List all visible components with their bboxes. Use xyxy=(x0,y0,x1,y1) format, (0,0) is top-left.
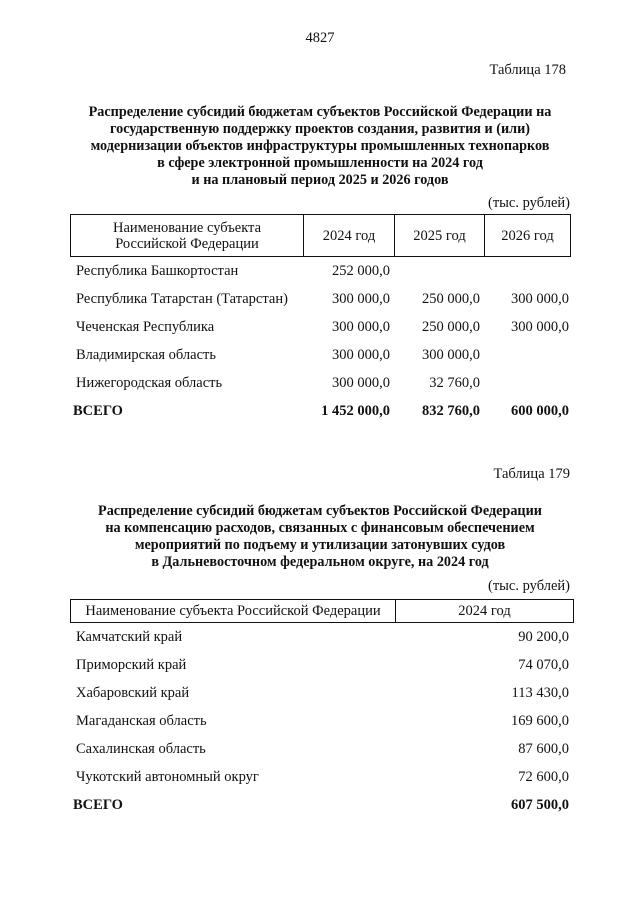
row-value-2025: 250 000,0 xyxy=(422,319,480,335)
row-value-2024: 113 430,0 xyxy=(511,685,569,701)
total-value-2025: 832 760,0 xyxy=(422,403,480,419)
table-178-title xyxy=(40,104,600,189)
row-value-2024: 300 000,0 xyxy=(332,319,390,335)
row-name: Владимирская область xyxy=(76,347,216,363)
row-name: Камчатский край xyxy=(76,629,183,645)
row-value-2025: 300 000,0 xyxy=(422,347,480,363)
table-178-header xyxy=(70,214,571,257)
row-name: Республика Башкортостан xyxy=(76,263,239,279)
title-line: и на плановый период 2025 и 2026 годов xyxy=(191,172,449,188)
header-name-cell xyxy=(71,215,303,256)
row-value-2025: 250 000,0 xyxy=(422,291,480,307)
table-row xyxy=(0,629,640,649)
header-2024: 2024 год xyxy=(303,215,394,256)
table-179-units: (тыс. рублей) xyxy=(488,578,570,594)
total-value-2026: 600 000,0 xyxy=(511,403,569,419)
title-line: мероприятий по подъему и утилизации затонувших судов xyxy=(134,537,506,553)
table-row xyxy=(0,291,640,311)
total-label: ВСЕГО xyxy=(73,403,123,419)
title-line: в Дальневосточном федеральном округе, на 2024 год xyxy=(151,554,489,570)
table-179-title xyxy=(40,503,600,571)
table-row xyxy=(0,347,640,367)
title-line: Распределение субсидий бюджетам субъектов Российской Федерации xyxy=(98,503,542,519)
title-line: государственную поддержку проектов создания, развития и (или) xyxy=(110,121,530,137)
row-value-2024: 72 600,0 xyxy=(518,769,569,785)
table-row xyxy=(0,741,640,761)
table-row xyxy=(0,769,640,789)
total-value-2024: 607 500,0 xyxy=(511,797,569,813)
header-2024: 2024 год xyxy=(395,600,573,622)
table-row xyxy=(0,319,640,339)
table-row xyxy=(0,375,640,395)
total-label: ВСЕГО xyxy=(73,797,123,813)
row-value-2024: 300 000,0 xyxy=(332,375,390,391)
row-name: Чеченская Республика xyxy=(76,319,215,335)
total-row xyxy=(0,403,640,423)
row-value-2024: 300 000,0 xyxy=(332,347,390,363)
header-2025: 2025 год xyxy=(394,215,484,256)
row-value-2024: 300 000,0 xyxy=(332,291,390,307)
header-name-line: Наименование субъекта xyxy=(112,219,262,236)
table-178-label: Таблица 178 xyxy=(489,62,566,78)
row-name: Приморский край xyxy=(76,657,187,673)
table-179-header xyxy=(70,599,574,623)
row-name: Республика Татарстан (Татарстан) xyxy=(76,291,288,307)
row-name: Хабаровский край xyxy=(76,685,190,701)
row-value-2026: 300 000,0 xyxy=(511,291,569,307)
title-line: Распределение субсидий бюджетам субъектов Российской Федерации на xyxy=(88,104,552,120)
table-row xyxy=(0,685,640,705)
header-name-line: Российской Федерации xyxy=(115,235,259,252)
table-row xyxy=(0,713,640,733)
table-row xyxy=(0,657,640,677)
table-178-units: (тыс. рублей) xyxy=(488,195,570,211)
row-value-2026: 300 000,0 xyxy=(511,319,569,335)
header-2026: 2026 год xyxy=(484,215,570,256)
row-name: Нижегородская область xyxy=(76,375,223,391)
row-value-2025: 32 760,0 xyxy=(429,375,480,391)
row-value-2024: 252 000,0 xyxy=(332,263,390,279)
header-name-cell: Наименование субъекта Российской Федерации xyxy=(85,603,381,619)
row-name: Магаданская область xyxy=(76,713,207,729)
total-row xyxy=(0,797,640,817)
title-line: в сфере электронной промышленности на 2024 год xyxy=(157,155,483,171)
row-value-2024: 90 200,0 xyxy=(518,629,569,645)
row-name: Чукотский автономный округ xyxy=(76,769,259,785)
row-value-2024: 87 600,0 xyxy=(518,741,569,757)
total-value-2024: 1 452 000,0 xyxy=(321,403,390,419)
table-row xyxy=(0,263,640,283)
page-number: 4827 xyxy=(305,30,335,46)
row-name: Сахалинская область xyxy=(76,741,206,757)
table-179-label: Таблица 179 xyxy=(493,466,570,482)
row-value-2024: 74 070,0 xyxy=(518,657,569,673)
title-line: на компенсацию расходов, связанных с финансовым обеспечением xyxy=(105,520,535,536)
row-value-2024: 169 600,0 xyxy=(511,713,569,729)
title-line: модернизации объектов инфраструктуры промышленных технопарков xyxy=(90,138,550,154)
